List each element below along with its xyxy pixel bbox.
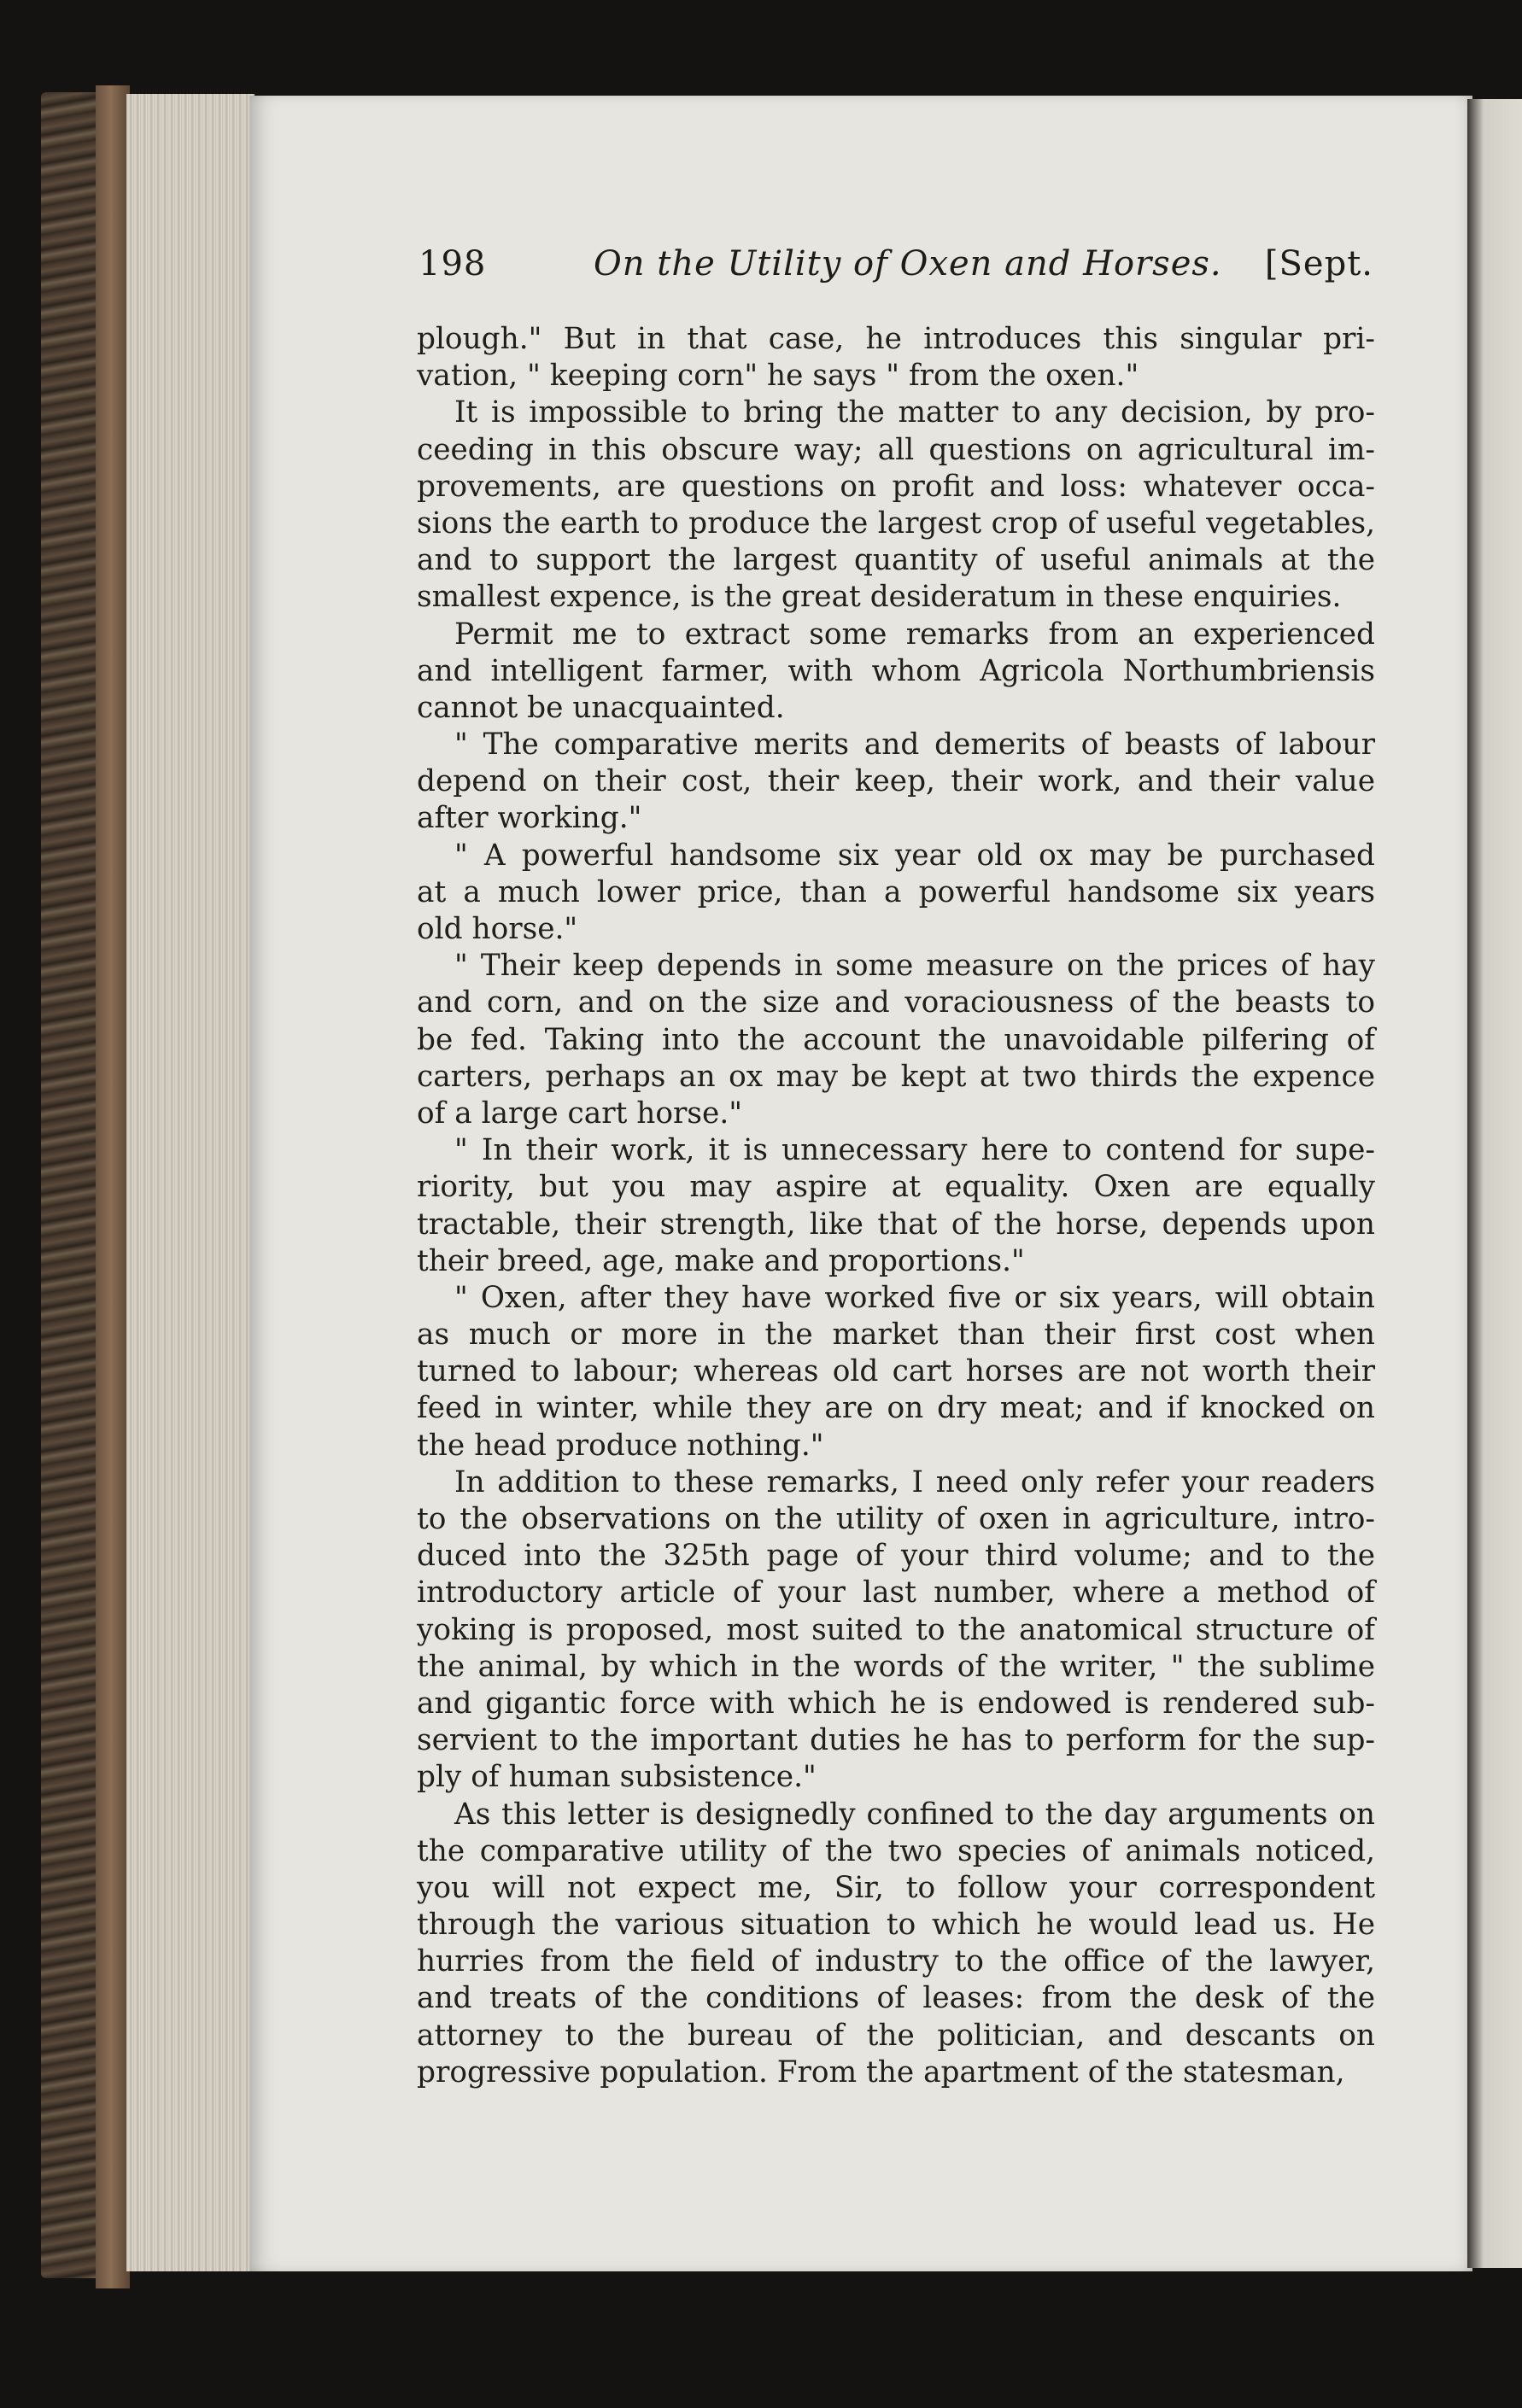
text-line: feed in winter, while they are on dry meat; and if knocked on — [417, 1391, 1375, 1426]
text-line: smallest expence, is the great desideratum in these enquiries. — [417, 580, 1342, 615]
text-line: and to support the largest quantity of useful animals at the — [417, 543, 1375, 578]
text-line: " Their keep depends in some measure on the prices of hay — [454, 949, 1375, 984]
book-spine-edge — [96, 85, 130, 2288]
header-month: [Sept. — [1264, 244, 1373, 283]
text-line: riority, but you may aspire at equality. Oxen are equally — [417, 1170, 1375, 1205]
text-line: " The comparative merits and demerits of beasts of labour — [454, 728, 1375, 763]
text-line: " A powerful handsome six year old ox may be purchased — [454, 838, 1375, 873]
body-text — [417, 321, 1375, 2091]
text-line: vation, " keeping corn" he says " from the oxen." — [417, 359, 1139, 394]
text-line: ply of human subsistence." — [417, 1760, 817, 1795]
page-number: 198 — [419, 244, 487, 283]
text-line: progressive population. From the apartment of the statesman, — [417, 2054, 1345, 2089]
text-line: ceeding in this obscure way; all questions on agricultural im- — [417, 432, 1375, 467]
text-line: and corn, and on the size and voraciousness of the beasts to — [417, 985, 1375, 1020]
text-line: provements, are questions on profit and loss: whatever occa- — [417, 469, 1375, 504]
text-line: tractable, their strength, like that of the horse, depends upon — [417, 1207, 1375, 1242]
text-line: cannot be unacquainted. — [417, 690, 785, 725]
book-cover — [41, 92, 102, 2278]
text-line: It is impossible to bring the matter to any decision, by pro- — [454, 395, 1375, 430]
text-line: the head produce nothing." — [417, 1428, 824, 1463]
text-line: As this letter is designedly confined to the day arguments on — [454, 1797, 1375, 1832]
text-line: their breed, age, make and proportions." — [417, 1243, 1025, 1278]
text-line: to the observations on the utility of oxen in agriculture, intro- — [417, 1502, 1375, 1536]
text-line: be fed. Taking into the account the unavoidable pilfering of — [417, 1022, 1375, 1057]
text-line: of a large cart horse." — [417, 1096, 743, 1131]
text-line: In addition to these remarks, I need only refer your readers — [454, 1464, 1375, 1499]
text-line: turned to labour; whereas old cart horses are not worth their — [417, 1354, 1375, 1389]
text-line: " Oxen, after they have worked five or six years, will obtain — [454, 1280, 1375, 1315]
facing-page-edge — [1467, 99, 1522, 2268]
text-line: yoking is proposed, most suited to the anatomical structure of — [417, 1612, 1375, 1647]
text-line: duced into the 325th page of your third volume; and to the — [417, 1539, 1375, 1574]
text-line: introductory article of your last number, where a method of — [417, 1575, 1375, 1610]
text-line: carters, perhaps an ox may be kept at two thirds the expence — [417, 1059, 1375, 1094]
text-line: and gigantic force with which he is endowed is rendered sub- — [417, 1686, 1375, 1721]
text-line: you will not expect me, Sir, to follow your correspondent — [417, 1870, 1375, 1905]
text-line: servient to the important duties he has to perform for the sup- — [417, 1723, 1375, 1758]
text-line: Permit me to extract some remarks from an experienced — [454, 617, 1375, 652]
text-line: at a much lower price, than a powerful handsome six years — [417, 874, 1375, 909]
running-header — [419, 244, 1373, 295]
running-title: On the Utility of Oxen and Horses. — [594, 244, 1222, 283]
text-line: the comparative utility of the two species of animals noticed, — [417, 1833, 1375, 1868]
text-line: and intelligent farmer, with whom Agricola Northumbriensis — [417, 653, 1375, 688]
text-line: as much or more in the market than their first cost when — [417, 1318, 1375, 1353]
text-line: attorney to the bureau of the politician, and descants on — [417, 2018, 1375, 2053]
text-line: plough." But in that case, he introduces this singular pri- — [417, 322, 1375, 356]
text-line: " In their work, it is unnecessary here to contend for supe- — [454, 1133, 1375, 1168]
page-edges — [126, 94, 255, 2271]
text-line: hurries from the field of industry to the office of the lawyer, — [417, 1944, 1375, 1979]
text-line: through the various situation to which he would lead us. He — [417, 1908, 1375, 1943]
text-line: sions the earth to produce the largest crop of useful vegetables, — [417, 506, 1375, 541]
text-line: depend on their cost, their keep, their work, and their value — [417, 764, 1375, 799]
text-line: after working." — [417, 801, 642, 836]
text-line: old horse." — [417, 912, 578, 946]
text-line: and treats of the conditions of leases: from the desk of the — [417, 1981, 1375, 2016]
text-line: the animal, by which in the words of the writer, " the sublime — [417, 1649, 1375, 1684]
